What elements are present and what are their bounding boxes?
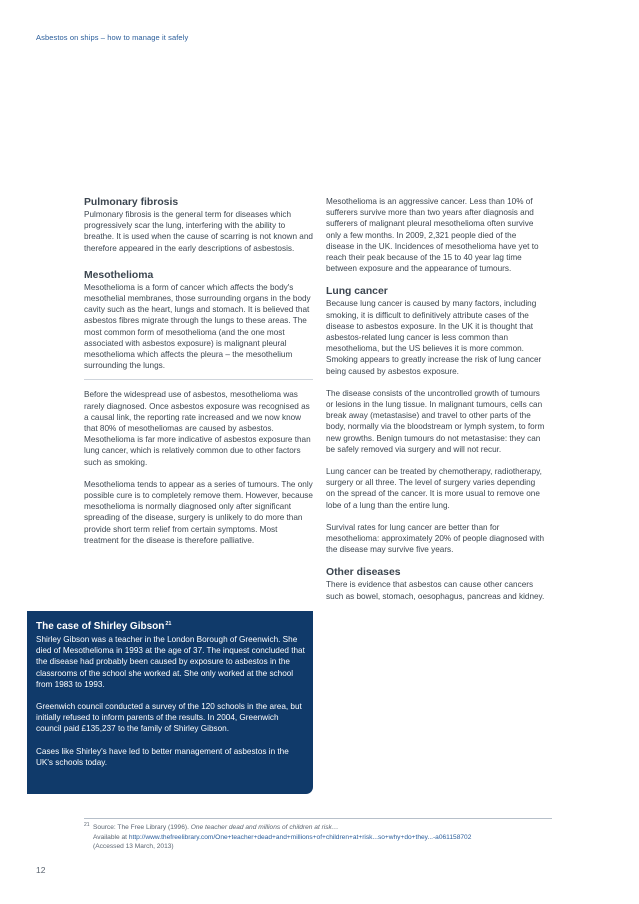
footnote-source-prefix: Source: The Free Library (1996).	[93, 824, 189, 831]
footnote-availability-line	[93, 833, 554, 843]
footnote-divider	[84, 818, 552, 819]
footnote-available-prefix: Available at	[93, 833, 127, 841]
footnote-url-link[interactable]: http://www.thefreelibrary.com/One+teacher+dead+and+millions+of+children+at+risk...so+why+do+they...-a061158702	[128, 833, 472, 841]
footnote-number: 21	[84, 822, 90, 828]
pulmonary-fibrosis-text: Pulmonary fibrosis is the general term for diseases which progressively scar the lung, interfering with the ability to breathe. It is used when the cause of scarring is not known and therefore appeared in the early descriptions of asbestosis.	[84, 210, 313, 253]
mesothelioma-text: Mesothelioma is a form of cancer which affects the body's mesothelial membranes, those surrounding organs in the body cavity such as the heart, lungs and stomach. It is believed that asbestos fibres migrate through the lungs to these areas. The most common form of mesothelioma (and the one most associated with asbestos exposure) is malignant pleural mesothelioma which affects the pleura – the mesothelium surrounding the lungs.	[84, 282, 311, 371]
other-diseases-heading: Other diseases	[326, 567, 401, 579]
footnote	[84, 823, 554, 852]
right-column	[326, 196, 546, 613]
case-study-title	[36, 620, 305, 633]
other-diseases-text: There is evidence that asbestos can cause other cancers such as bowel, stomach, oesophagus, pancreas and kidney.	[326, 580, 545, 601]
case-study-paragraph-3: Cases like Shirley's have led to better management of asbestos in the UK's schools today.	[36, 746, 289, 767]
mesothelioma-history-paragraph: Before the widespread use of asbestos, mesothelioma was rarely diagnosed. Once asbestos exposure was recognised as a causal link, the reporting rate increased and we now know that 80% of mesotheliomas are caused by asbestos. Mesothelioma is far more indicative of asbestos exposure than lung cancer, which is relatively common due to other factors such as smoking.	[84, 390, 311, 467]
page-number: 12	[36, 865, 46, 875]
footnote-source-line	[93, 823, 554, 833]
footnote-source-title: One teacher dead and millions of children at risk…	[190, 824, 339, 831]
mesothelioma-heading: Mesothelioma	[84, 269, 154, 281]
running-header: Asbestos on ships – how to manage it safely	[36, 33, 189, 42]
footnote-reference[interactable]: 21	[165, 621, 172, 627]
section-divider	[84, 379, 313, 380]
lung-cancer-text: Because lung cancer is caused by many factors, including smoking, it is difficult to definitively attribute cases of the disease to asbestos exposure. In the UK it is thought that asbestos-related lung cancer is less common than mesothelioma, but the US believes it is more common. Smoking appears to greatly increase the risk of lung cancer being caused by asbestos exposure.	[326, 299, 542, 376]
lung-cancer-growth-paragraph: The disease consists of the uncontrolled growth of tumours or lesions in the lung tissue. In malignant tumours, cells can break away (metastasise) and travel to other parts of the body, normally via the bloodstream or lymph system, to form new growths. Benign tumours do not metastasise: they can be safely removed via surgery and will not recur.	[326, 388, 545, 454]
footnote-accessed-date: (Accessed 13 March, 2013)	[93, 843, 174, 851]
lung-cancer-survival-paragraph: Survival rates for lung cancer are better than for mesothelioma: approximately 20% of people diagnosed with the disease may survive five years.	[326, 522, 545, 555]
case-study-box	[27, 611, 313, 794]
case-study-paragraph-2: Greenwich council conducted a survey of the 120 schools in the area, but initially refused to inform parents of the results. In 2004, Greenwich council paid £135,237 to the family of Shirley Gibson.	[36, 702, 302, 734]
case-study-title-text: The case of Shirley Gibson	[36, 621, 165, 632]
pulmonary-fibrosis-heading: Pulmonary fibrosis	[84, 197, 179, 208]
mesothelioma-treatment-paragraph: Mesothelioma tends to appear as a series of tumours. The only possible cure is to completely remove them. However, because mesothelioma is normally diagnosed only after significant spreading of the disease, surgery is unlikely to do more than provide short term relief from certain symptoms. Most treatment for the disease is therefore palliative.	[84, 479, 313, 545]
left-column	[84, 196, 313, 557]
mesothelioma-aggressive-paragraph: Mesothelioma is an aggressive cancer. Less than 10% of sufferers survive more than two years after diagnosis and sufferers of malignant pleural mesothelioma often survive only a few months. In 2009, 2,321 people died of the disease in the UK. Incidences of mesothelioma have yet to reach their peak because of the 15 to 40 year lag time between exposure and the appearance of tumours.	[326, 197, 539, 274]
lung-cancer-treatment-paragraph: Lung cancer can be treated by chemotherapy, radiotherapy, surgery or all three. The level of surgery varies depending on the spread of the cancer. It is more usual to remove one lobe of a lung than the entire lung.	[326, 467, 542, 510]
lung-cancer-heading: Lung cancer	[326, 286, 388, 298]
case-study-paragraph-1: Shirley Gibson was a teacher in the London Borough of Greenwich. She died of Mesothelioma in 1993 at the age of 37. The inquest concluded that the disease had probably been caused by exposure to asbestos in the classrooms of the school she worked at. She only worked at the school from 1983 to 1993.	[36, 635, 305, 689]
